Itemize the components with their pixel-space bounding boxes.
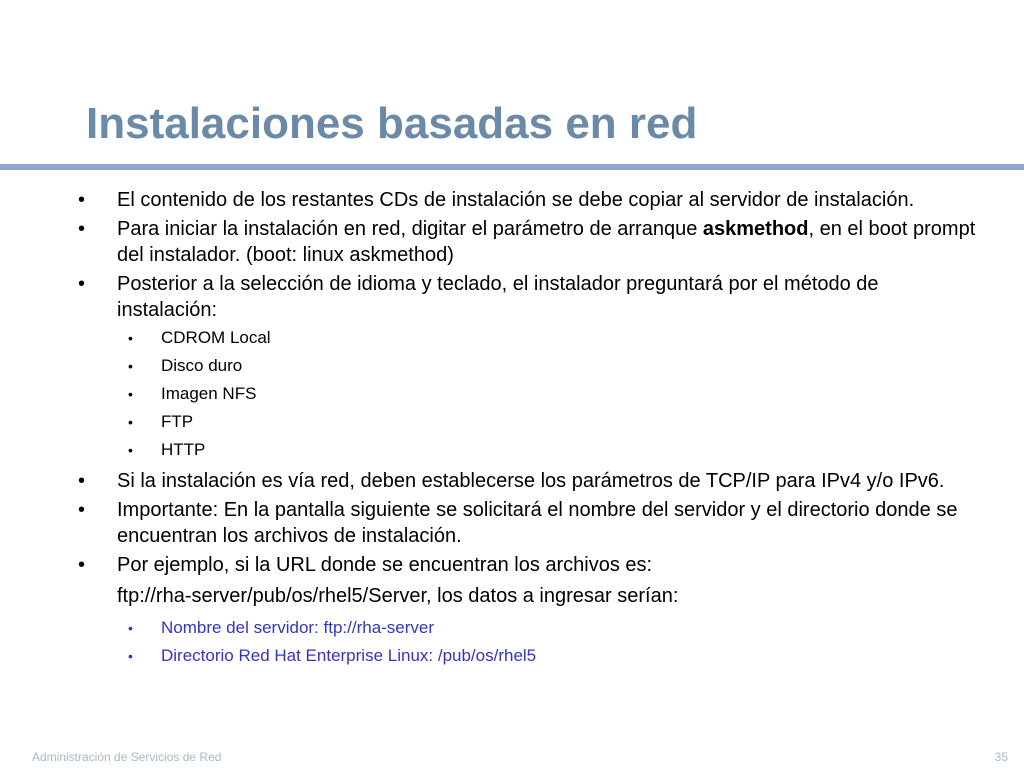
sub-bullet-item <box>128 383 978 405</box>
bullet-text: El contenido de los restantes CDs de instalación se debe copiar al servidor de instalación. <box>117 189 915 211</box>
bullet-item <box>78 271 978 323</box>
sub-bullet-text: Disco duro <box>161 356 243 375</box>
sub-bullet-text: HTTP <box>161 440 206 459</box>
bullet-marker: • <box>78 218 86 240</box>
sub-bullet-item <box>128 327 978 349</box>
sub-bullet-text: CDROM Local <box>161 328 271 347</box>
title-divider <box>0 164 1024 170</box>
sub-bullet-text: Directorio Red Hat Enterprise Linux: /pub/os/rhel5 <box>161 646 537 665</box>
bullet-marker: • <box>78 273 86 295</box>
bullet-text: Posterior a la selección de idioma y teclado, el instalador preguntará por el método de instalación: <box>117 273 879 321</box>
bullet-marker: • <box>128 648 133 664</box>
bullet-text: Para iniciar la instalación en red, digitar el parámetro de arranque <box>117 218 703 240</box>
bullet-marker: • <box>128 620 133 636</box>
bullet-marker: • <box>128 414 133 430</box>
slide-body <box>78 187 978 673</box>
sub-bullet-item <box>128 617 978 639</box>
bullet-marker: • <box>78 189 86 211</box>
bullet-item <box>78 187 978 213</box>
bullet-item <box>78 468 978 494</box>
sub-bullet-item <box>128 645 978 667</box>
bullet-bold-keyword: askmethod <box>702 218 809 240</box>
bullet-text: Por ejemplo, si la URL donde se encuentran los archivos es: <box>117 554 653 576</box>
bullet-text: , en el boot prompt del instalador. (boot: linux askmethod) <box>117 218 976 266</box>
bullet-marker: • <box>78 554 86 576</box>
bullet-text: Importante: En la pantalla siguiente se solicitará el nombre del servidor y el directorio donde se encuentran los archivos de instalación. <box>117 499 958 547</box>
sub-bullet-item <box>128 411 978 433</box>
footer-page-number: 35 <box>994 750 1008 764</box>
bullet-item <box>78 216 978 268</box>
bullet-continuation: ftp://rha-server/pub/os/rhel5/Server, los datos a ingresar serían: <box>117 585 679 607</box>
slide-title: Instalaciones basadas en red <box>86 99 698 148</box>
bullet-marker: • <box>128 330 133 346</box>
bullet-marker: • <box>128 442 133 458</box>
sub-bullet-text: FTP <box>161 412 194 431</box>
bullet-item <box>78 552 978 578</box>
bullet-marker: • <box>78 470 86 492</box>
bullet-text: Si la instalación es vía red, deben establecerse los parámetros de TCP/IP para IPv4 y/o IPv6. <box>117 470 945 492</box>
sub-bullet-item <box>128 355 978 377</box>
bullet-marker: • <box>78 499 86 521</box>
bullet-marker: • <box>128 386 133 402</box>
bullet-item <box>78 497 978 549</box>
footer-course-name: Administración de Servicios de Red <box>32 750 222 764</box>
sub-bullet-item <box>128 439 978 461</box>
bullet-marker: • <box>128 358 133 374</box>
sub-bullet-text: Imagen NFS <box>161 384 257 403</box>
sub-bullet-text: Nombre del servidor: ftp://rha-server <box>161 618 435 637</box>
